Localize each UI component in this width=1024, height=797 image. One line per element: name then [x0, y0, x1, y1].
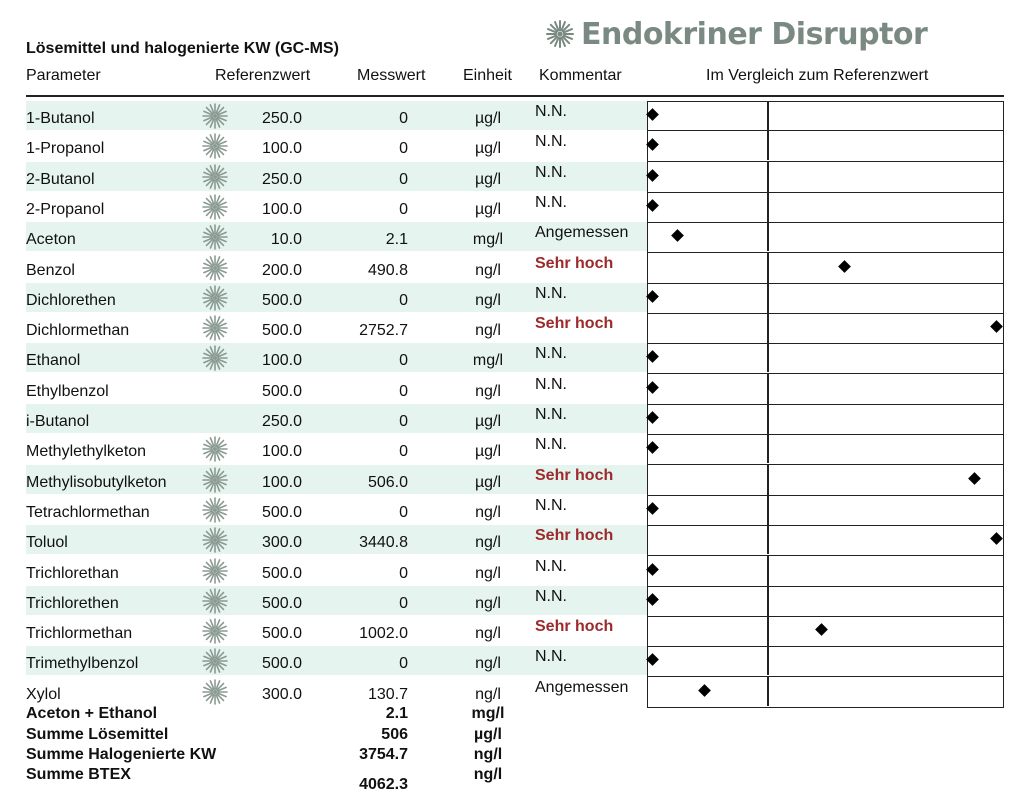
comparison-bar	[647, 465, 1004, 496]
unit: µg/l	[474, 443, 502, 460]
unit: µg/l	[474, 140, 502, 157]
comparison-bar	[647, 162, 1004, 193]
comparison-bar	[647, 374, 1004, 405]
comparison-bar	[647, 677, 1004, 708]
value-diamond	[838, 260, 851, 273]
reference-value: 100.0	[261, 443, 302, 460]
legend-label: Endokriner Disruptor	[581, 16, 928, 52]
reference-value: 500.0	[261, 292, 302, 309]
starburst-icon	[545, 19, 575, 49]
measured-value: 130.7	[367, 686, 408, 703]
reference-value: 500.0	[261, 655, 302, 672]
value-diamond	[698, 684, 711, 697]
comment: Sehr hoch	[535, 255, 614, 272]
unit: ng/l	[475, 686, 501, 703]
parameter-name: Trichlormethan	[26, 625, 133, 642]
unit: µg/l	[474, 110, 502, 127]
table-row	[26, 283, 647, 312]
value-diamond	[815, 623, 828, 636]
value-diamond	[646, 411, 659, 424]
reference-value: 300.0	[261, 686, 302, 703]
value-diamond	[646, 502, 659, 515]
measured-value: 0	[399, 383, 408, 400]
comparison-bar	[647, 556, 1004, 587]
table-row	[26, 222, 647, 251]
measured-value: 0	[399, 140, 408, 157]
value-diamond	[646, 593, 659, 606]
parameter-name: i-Butanol	[26, 413, 90, 430]
parameter-name: Trichlorethan	[26, 565, 119, 582]
parameter-name: Toluol	[26, 534, 68, 551]
parameter-name: Methylethylketon	[26, 443, 147, 460]
parameter-name: 2-Propanol	[26, 201, 105, 218]
parameter-name: Aceton	[26, 231, 76, 248]
header-kommentar: Kommentar	[539, 67, 622, 84]
measured-value: 506.0	[367, 474, 408, 491]
reference-line	[767, 615, 769, 645]
table-row	[26, 434, 647, 463]
comparison-bar	[647, 525, 1004, 556]
reference-line	[767, 221, 769, 251]
reference-line	[767, 494, 769, 524]
comment: N.N.	[535, 345, 567, 362]
table-row	[26, 313, 647, 342]
comment: Angemessen	[535, 224, 629, 241]
reference-line	[767, 312, 769, 342]
unit: ng/l	[475, 262, 501, 279]
table-row	[26, 495, 647, 524]
reference-line	[767, 282, 769, 312]
unit: µg/l	[474, 413, 502, 430]
summary-unit: ng/l	[473, 746, 503, 763]
reference-value: 500.0	[261, 504, 302, 521]
comparison-bar	[647, 192, 1004, 223]
comparison-bar	[647, 495, 1004, 526]
unit: ng/l	[475, 565, 501, 582]
table-row	[26, 616, 647, 645]
table-row	[26, 556, 647, 585]
parameter-name: 1-Butanol	[26, 110, 95, 127]
endocrine-disruptor-legend	[545, 14, 927, 54]
header-messwert: Messwert	[357, 67, 426, 84]
table-row	[26, 404, 647, 433]
table-row	[26, 525, 647, 554]
value-diamond	[646, 290, 659, 303]
table-row	[26, 192, 647, 221]
measured-value: 1002.0	[359, 625, 408, 642]
summary-value: 2.1	[385, 705, 408, 722]
table-row	[26, 586, 647, 615]
unit: µg/l	[474, 474, 502, 491]
comparison-bar	[647, 313, 1004, 344]
reference-line	[767, 342, 769, 372]
comparison-bar	[647, 131, 1004, 162]
value-diamond	[646, 563, 659, 576]
measured-value: 2752.7	[359, 322, 408, 339]
comment: Sehr hoch	[535, 315, 614, 332]
unit: ng/l	[475, 292, 501, 309]
summary-value: 3754.7	[359, 746, 408, 763]
reference-value: 10.0	[270, 231, 302, 248]
value-diamond	[646, 381, 659, 394]
measured-value: 0	[399, 110, 408, 127]
measured-value: 490.8	[367, 262, 408, 279]
unit: ng/l	[475, 534, 501, 551]
value-diamond	[646, 350, 659, 363]
parameter-name: Ethylbenzol	[26, 383, 109, 400]
parameter-name: Dichlormethan	[26, 322, 130, 339]
header-divider	[26, 95, 1004, 97]
value-diamond	[646, 138, 659, 151]
summary-unit: µg/l	[474, 726, 502, 743]
unit: ng/l	[475, 383, 501, 400]
measured-value: 2.1	[385, 231, 408, 248]
comment: N.N.	[535, 285, 567, 302]
section-title: Lösemittel und halogenierte KW (GC-MS)	[26, 40, 339, 57]
value-diamond	[646, 169, 659, 182]
comment: N.N.	[535, 558, 567, 575]
parameter-name: Benzol	[26, 262, 75, 279]
comment: N.N.	[535, 497, 567, 514]
comment: N.N.	[535, 103, 567, 120]
summary-unit: ng/l	[473, 766, 503, 783]
reference-line	[767, 645, 769, 675]
header-vergleich: Im Vergleich zum Referenzwert	[706, 67, 929, 84]
value-diamond	[990, 320, 1003, 333]
parameter-name: Trichlorethen	[26, 595, 119, 612]
measured-value: 0	[399, 443, 408, 460]
comment: Angemessen	[535, 679, 629, 696]
reference-line	[767, 585, 769, 615]
reference-line	[767, 191, 769, 221]
measured-value: 0	[399, 655, 408, 672]
comment: N.N.	[535, 376, 567, 393]
table-row	[26, 677, 647, 706]
reference-value: 100.0	[261, 352, 302, 369]
parameter-name: Tetrachlormethan	[26, 504, 150, 521]
reference-value: 250.0	[261, 171, 302, 188]
reference-value: 250.0	[261, 110, 302, 127]
comparison-bar	[647, 343, 1004, 374]
table-row	[26, 162, 647, 191]
parameter-name: Xylol	[26, 686, 61, 703]
measured-value: 0	[399, 595, 408, 612]
table-row	[26, 253, 647, 282]
measured-value: 0	[399, 171, 408, 188]
reference-line	[767, 676, 769, 706]
table-row	[26, 131, 647, 160]
reference-line	[767, 252, 769, 282]
comparison-bar	[647, 586, 1004, 617]
measured-value: 0	[399, 201, 408, 218]
reference-value: 500.0	[261, 383, 302, 400]
reference-value: 100.0	[261, 140, 302, 157]
table-row	[26, 374, 647, 403]
table-row	[26, 343, 647, 372]
header-referenzwert: Referenzwert	[215, 67, 311, 84]
measured-value: 0	[399, 413, 408, 430]
reference-value: 100.0	[261, 201, 302, 218]
summary-label: Summe BTEX	[26, 766, 131, 783]
comment: N.N.	[535, 588, 567, 605]
comparison-bar	[647, 616, 1004, 647]
parameter-name: Methylisobutylketon	[26, 474, 167, 491]
unit: ng/l	[475, 322, 501, 339]
summary-value: 4062.3	[359, 776, 408, 793]
reference-value: 500.0	[261, 625, 302, 642]
measured-value: 3440.8	[359, 534, 408, 551]
unit: µg/l	[474, 171, 502, 188]
summary-label: Summe Lösemittel	[26, 726, 169, 743]
comparison-bar	[647, 222, 1004, 253]
value-diamond	[671, 229, 684, 242]
summary-unit: mg/l	[471, 705, 505, 722]
reference-line	[767, 161, 769, 191]
parameter-name: 1-Propanol	[26, 140, 105, 157]
reference-value: 500.0	[261, 595, 302, 612]
summary-label: Aceton + Ethanol	[26, 705, 158, 722]
value-diamond	[646, 199, 659, 212]
reference-line	[767, 464, 769, 494]
parameter-name: Ethanol	[26, 352, 81, 369]
measured-value: 0	[399, 352, 408, 369]
comment: N.N.	[535, 648, 567, 665]
unit: mg/l	[472, 352, 504, 369]
unit: mg/l	[472, 231, 504, 248]
comparison-bar	[647, 434, 1004, 465]
value-diamond	[646, 108, 659, 121]
unit: ng/l	[475, 655, 501, 672]
parameter-name: Dichlorethen	[26, 292, 116, 309]
header-einheit: Einheit	[463, 67, 512, 84]
parameter-name: Trimethylbenzol	[26, 655, 139, 672]
value-diamond	[968, 472, 981, 485]
reference-line	[767, 101, 769, 131]
table-row	[26, 646, 647, 675]
comment: N.N.	[535, 164, 567, 181]
comment: Sehr hoch	[535, 467, 614, 484]
comment: N.N.	[535, 406, 567, 423]
measured-value: 0	[399, 292, 408, 309]
header-parameter: Parameter	[26, 67, 101, 84]
comment: N.N.	[535, 133, 567, 150]
summary-value: 506	[381, 726, 408, 743]
measured-value: 0	[399, 504, 408, 521]
reference-value: 300.0	[261, 534, 302, 551]
value-diamond	[646, 441, 659, 454]
measured-value: 0	[399, 565, 408, 582]
comment: N.N.	[535, 194, 567, 211]
value-diamond	[646, 653, 659, 666]
comparison-bar	[647, 646, 1004, 677]
comparison-bar	[647, 283, 1004, 314]
unit: ng/l	[475, 625, 501, 642]
reference-value: 200.0	[261, 262, 302, 279]
reference-value: 100.0	[261, 474, 302, 491]
reference-line	[767, 373, 769, 403]
table-row	[26, 465, 647, 494]
reference-value: 500.0	[261, 322, 302, 339]
unit: ng/l	[475, 504, 501, 521]
reference-line	[767, 555, 769, 585]
comparison-bar	[647, 253, 1004, 284]
reference-line	[767, 433, 769, 463]
reference-line	[767, 130, 769, 160]
parameter-name: 2-Butanol	[26, 171, 95, 188]
summary-label: Summe Halogenierte KW	[26, 746, 217, 763]
table-row	[26, 101, 647, 130]
comparison-bar	[647, 101, 1004, 131]
comment: N.N.	[535, 436, 567, 453]
comment: Sehr hoch	[535, 618, 614, 635]
unit: ng/l	[475, 595, 501, 612]
unit: µg/l	[474, 201, 502, 218]
reference-value: 250.0	[261, 413, 302, 430]
value-diamond	[990, 532, 1003, 545]
reference-line	[767, 403, 769, 433]
reference-value: 500.0	[261, 565, 302, 582]
comparison-bar	[647, 404, 1004, 435]
reference-line	[767, 524, 769, 554]
comment: Sehr hoch	[535, 527, 614, 544]
